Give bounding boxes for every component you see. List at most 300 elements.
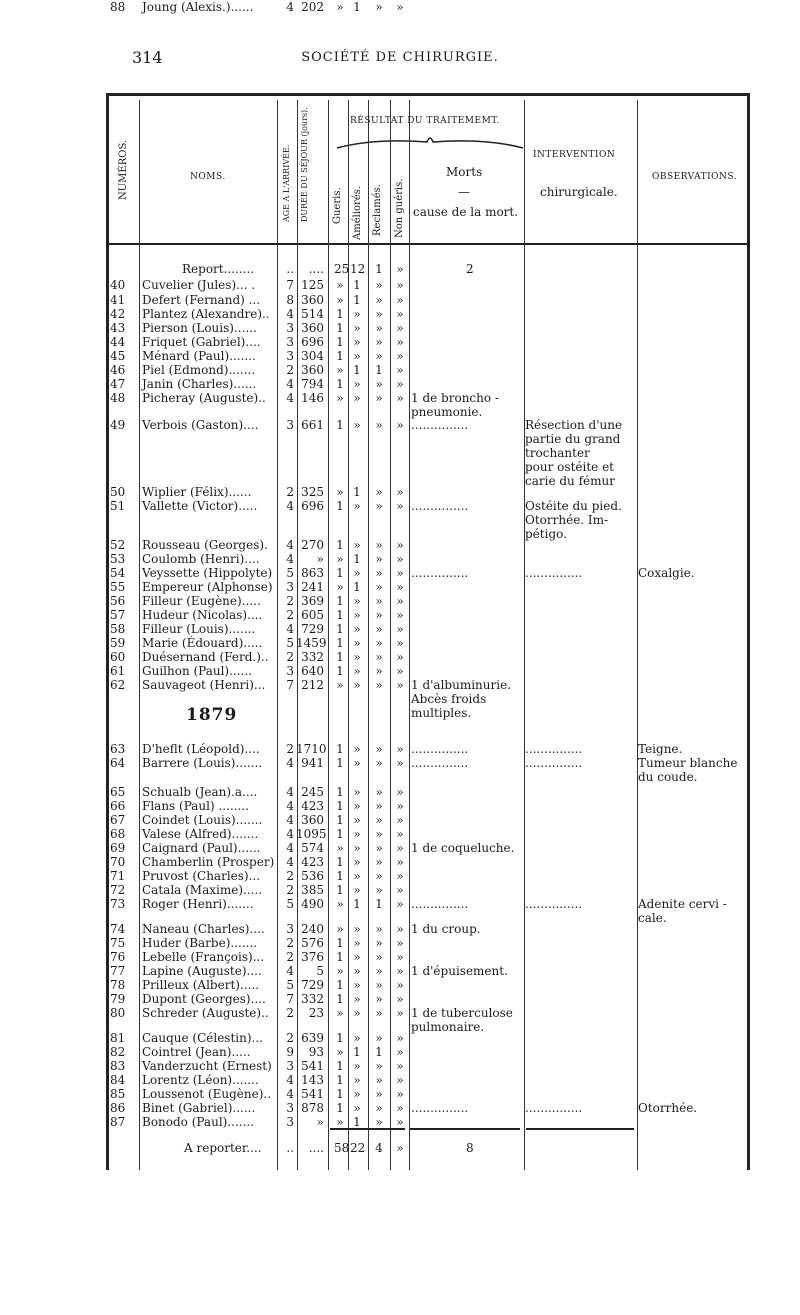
patient-name: Binet (Gabriel)...... (142, 1101, 256, 1115)
age: 7 (286, 992, 294, 1006)
row-number: 70 (110, 855, 126, 869)
non-gueris: » (396, 1073, 404, 1087)
table-row (106, 922, 750, 937)
reclames: » (375, 950, 383, 964)
intervention: carie du fémur (525, 474, 615, 488)
table-row (106, 756, 750, 784)
non-gueris: » (396, 377, 404, 391)
gueris: » (336, 964, 344, 978)
row-number: 65 (110, 785, 126, 799)
patient-name: Guilhon (Paul)...... (142, 664, 252, 678)
gueris: » (336, 922, 344, 936)
table-row (106, 1031, 750, 1046)
cause-of-death: ............... (411, 499, 469, 513)
non-gueris: » (396, 1006, 404, 1020)
row-number: 55 (110, 580, 126, 594)
intervention: pour ostéite et (525, 460, 614, 474)
duration: 376 (301, 950, 324, 964)
age: 4 (286, 622, 294, 636)
patient-name: D'heflt (Léopold).... (142, 742, 260, 756)
ameliores: 1 (353, 897, 361, 911)
reclames: » (375, 636, 383, 650)
footer-rule (330, 1128, 405, 1130)
table-row (106, 349, 750, 364)
age: 4 (286, 799, 294, 813)
non-gueris: » (396, 1087, 404, 1101)
table-row (106, 418, 750, 488)
table-row (106, 1045, 750, 1060)
duration: 385 (301, 883, 324, 897)
non-gueris: » (396, 538, 404, 552)
ameliores: » (353, 321, 361, 335)
non-gueris: » (396, 883, 404, 897)
ameliores: » (353, 678, 361, 692)
non-gueris: » (396, 756, 404, 770)
duration: 423 (301, 855, 324, 869)
row-number: 83 (110, 1059, 126, 1073)
age: 3 (286, 349, 294, 363)
age: 3 (286, 335, 294, 349)
row-number: 76 (110, 950, 126, 964)
header-numeros: NUMÉROS. (118, 139, 129, 200)
age: 3 (286, 1101, 294, 1115)
ameliores: » (353, 964, 361, 978)
age: 4 (286, 391, 294, 405)
gueris: 1 (336, 608, 344, 622)
reclames: » (375, 307, 383, 321)
reclames: » (375, 293, 383, 307)
age: 2 (286, 363, 294, 377)
row-number: 40 (110, 278, 126, 292)
ameliores: » (353, 1101, 361, 1115)
ameliores: » (353, 1059, 361, 1073)
patient-name: Bonodo (Paul)....... (142, 1115, 255, 1129)
reclames: » (375, 418, 383, 432)
table-row (106, 841, 750, 856)
reclames: » (375, 785, 383, 799)
row-number: 44 (110, 335, 126, 349)
gueris: » (336, 278, 344, 292)
gueris: 1 (336, 742, 344, 756)
non-gueris: » (396, 742, 404, 756)
duration: 423 (301, 799, 324, 813)
age: 2 (286, 883, 294, 897)
age: 3 (286, 1059, 294, 1073)
ameliores: 1 (353, 485, 361, 499)
duration: 360 (301, 293, 324, 307)
reclames: » (375, 349, 383, 363)
table-row (106, 799, 750, 814)
row-number: 46 (110, 363, 126, 377)
duration: 640 (301, 664, 324, 678)
gueris: 1 (336, 636, 344, 650)
report-label: Report........ (182, 262, 255, 276)
gueris: » (336, 391, 344, 405)
gueris: » (336, 1115, 344, 1129)
patient-name: Cuvelier (Jules)... . (142, 278, 256, 292)
duration: 541 (301, 1087, 324, 1101)
age: 9 (286, 1045, 294, 1059)
gueris: 1 (336, 785, 344, 799)
row-number: 88 (110, 0, 126, 14)
non-gueris: » (396, 678, 404, 692)
ameliores: » (353, 742, 361, 756)
non-gueris: » (396, 485, 404, 499)
footer-rule (410, 1128, 520, 1130)
table-row (106, 742, 750, 757)
intervention: Ostéite du pied. (525, 499, 622, 513)
ameliores: » (353, 1006, 361, 1020)
row-number: 85 (110, 1087, 126, 1101)
age: 2 (286, 742, 294, 756)
gueris: 1 (336, 622, 344, 636)
gueris: 1 (336, 538, 344, 552)
non-gueris: » (396, 566, 404, 580)
patient-name: Defert (Fernand) ... (142, 293, 261, 307)
observation: Otorrhée. (638, 1101, 698, 1115)
duration: 332 (301, 992, 324, 1006)
non-gueris: » (396, 1101, 404, 1115)
cause-of-death: pneumonie. (411, 405, 483, 419)
patient-name: Loussenot (Eugène).. (142, 1087, 272, 1101)
duration: 696 (301, 335, 324, 349)
duration: 23 (308, 1006, 324, 1020)
row-number: 51 (110, 499, 126, 513)
duration: 729 (301, 622, 324, 636)
gueris: » (336, 552, 344, 566)
reclames: » (375, 552, 383, 566)
row-number: 69 (110, 841, 126, 855)
duration: 202 (301, 0, 324, 14)
table-row (106, 335, 750, 350)
gueris: 1 (336, 349, 344, 363)
patient-name: Janin (Charles)...... (142, 377, 257, 391)
duration: 125 (301, 278, 324, 292)
age: 2 (286, 485, 294, 499)
ameliores: » (353, 756, 361, 770)
non-gueris: » (396, 499, 404, 513)
ameliores: » (353, 799, 361, 813)
table-row (106, 566, 750, 581)
reclames: » (375, 0, 383, 14)
duration: 574 (301, 841, 324, 855)
reclames: » (375, 580, 383, 594)
header-non-gueris: Non guéris. (394, 178, 405, 238)
table-row (106, 869, 750, 884)
table-row (106, 0, 750, 15)
patient-name: Prilleux (Albert)..... (142, 978, 260, 992)
row-number: 78 (110, 978, 126, 992)
header-intervention-sub: chirurgicale. (540, 185, 618, 199)
ameliores: » (353, 608, 361, 622)
reclames: » (375, 799, 383, 813)
header-morts: Morts (446, 165, 483, 179)
ameliores: » (353, 664, 361, 678)
age: 5 (286, 978, 294, 992)
patient-name: Pierson (Louis)...... (142, 321, 257, 335)
patient-name: Hudeur (Nicolas).... (142, 608, 263, 622)
cause-of-death: ............... (411, 742, 469, 756)
reclames: » (375, 538, 383, 552)
ameliores: » (353, 622, 361, 636)
duration: 304 (301, 349, 324, 363)
age: 4 (286, 785, 294, 799)
gueris: 1 (336, 756, 344, 770)
table-row (106, 1101, 750, 1116)
ameliores: » (353, 855, 361, 869)
non-gueris: » (396, 1059, 404, 1073)
table-row (106, 278, 750, 293)
reclames: » (375, 335, 383, 349)
row-number: 63 (110, 742, 126, 756)
footer-row (106, 1141, 750, 1156)
row-number: 48 (110, 391, 126, 405)
reclames: » (375, 1101, 383, 1115)
non-gueris: » (396, 869, 404, 883)
row-number: 84 (110, 1073, 126, 1087)
gueris: 1 (336, 855, 344, 869)
row-number: 49 (110, 418, 126, 432)
table-row (106, 307, 750, 322)
gueris: » (336, 678, 344, 692)
gueris: 1 (336, 1031, 344, 1045)
patient-name: Chamberlin (Prosper) (142, 855, 275, 869)
ameliores: 1 (353, 278, 361, 292)
non-gueris: » (396, 391, 404, 405)
footer-morts: 8 (466, 1141, 474, 1155)
gueris: 1 (336, 566, 344, 580)
table-row (106, 636, 750, 651)
duration: 93 (308, 1045, 324, 1059)
non-gueris: » (396, 936, 404, 950)
row-number: 62 (110, 678, 126, 692)
gueris: » (336, 580, 344, 594)
non-gueris: » (396, 841, 404, 855)
row-number: 56 (110, 594, 126, 608)
patient-name: Caignard (Paul)...... (142, 841, 261, 855)
reclames: » (375, 566, 383, 580)
header-rule (106, 243, 750, 245)
patient-name: Valese (Alfred)....... (142, 827, 259, 841)
age: 4 (286, 964, 294, 978)
reclames: » (375, 936, 383, 950)
row-number: 86 (110, 1101, 126, 1115)
age: 2 (286, 869, 294, 883)
non-gueris: » (396, 950, 404, 964)
reclames: » (375, 622, 383, 636)
reclames: » (375, 664, 383, 678)
cause-of-death: 1 de broncho - (411, 391, 499, 405)
duration: 245 (301, 785, 324, 799)
duration: 490 (301, 897, 324, 911)
gueris: 1 (336, 664, 344, 678)
ameliores: » (353, 538, 361, 552)
non-gueris: » (396, 1045, 404, 1059)
table-row (106, 580, 750, 595)
non-gueris: » (396, 897, 404, 911)
cause-of-death: 1 de coqueluche. (411, 841, 515, 855)
non-gueris: » (396, 785, 404, 799)
observation: cale. (638, 911, 667, 925)
table-row (106, 1087, 750, 1102)
gueris: 1 (336, 418, 344, 432)
ameliores: » (353, 349, 361, 363)
gueris: » (336, 1006, 344, 1020)
age: 4 (286, 855, 294, 869)
non-gueris: » (396, 293, 404, 307)
non-gueris: » (396, 0, 404, 14)
ameliores: » (353, 813, 361, 827)
gueris: 1 (336, 1073, 344, 1087)
duration: 1095 (296, 827, 327, 841)
duration: 639 (301, 1031, 324, 1045)
non-gueris: » (396, 799, 404, 813)
footer-gueris: 58 (334, 1141, 350, 1155)
report-dur: .... (308, 262, 324, 276)
cause-of-death: ............... (411, 566, 469, 580)
ameliores: » (353, 922, 361, 936)
row-number: 75 (110, 936, 126, 950)
duration: 143 (301, 1073, 324, 1087)
gueris: » (336, 1045, 344, 1059)
non-gueris: » (396, 964, 404, 978)
footer-rule (526, 1128, 634, 1130)
row-number: 74 (110, 922, 126, 936)
intervention: ............... (525, 566, 583, 580)
age: 4 (286, 552, 294, 566)
age: 4 (286, 827, 294, 841)
gueris: 1 (336, 499, 344, 513)
reclames: » (375, 1006, 383, 1020)
row-number: 47 (110, 377, 126, 391)
ameliores: » (353, 418, 361, 432)
ameliores: 1 (353, 0, 361, 14)
report-ameliores: 12 (350, 262, 366, 276)
patient-name: Sauvageot (Henri)... (142, 678, 266, 692)
non-gueris: » (396, 349, 404, 363)
duration: » (316, 552, 324, 566)
observation: Adenite cervi - (638, 897, 727, 911)
reclames: » (375, 978, 383, 992)
row-number: 71 (110, 869, 126, 883)
gueris: 1 (336, 1059, 344, 1073)
gueris: 1 (336, 936, 344, 950)
reclames: » (375, 742, 383, 756)
row-number: 60 (110, 650, 126, 664)
reclames: » (375, 992, 383, 1006)
age: 4 (286, 377, 294, 391)
gueris: » (336, 0, 344, 14)
patient-name: Lebelle (François)... (142, 950, 265, 964)
intervention: ............... (525, 742, 583, 756)
duration: 369 (301, 594, 324, 608)
reclames: » (375, 1073, 383, 1087)
reclames: » (375, 922, 383, 936)
patient-name: Filleur (Eugène)..... (142, 594, 261, 608)
reclames: » (375, 1031, 383, 1045)
non-gueris: » (396, 363, 404, 377)
age: 3 (286, 922, 294, 936)
reclames: » (375, 1059, 383, 1073)
ameliores: » (353, 936, 361, 950)
age: 4 (286, 538, 294, 552)
ameliores: » (353, 869, 361, 883)
patient-name: Plantez (Alexandre).. (142, 307, 270, 321)
reclames: » (375, 391, 383, 405)
gueris: 1 (336, 813, 344, 827)
reclames: » (375, 813, 383, 827)
footer-dur: .... (308, 1141, 324, 1155)
reclames: » (375, 594, 383, 608)
header-morts-dash: — (458, 185, 470, 199)
ameliores: » (353, 1073, 361, 1087)
gueris: » (336, 897, 344, 911)
non-gueris: » (396, 580, 404, 594)
duration: 241 (301, 580, 324, 594)
duration: 360 (301, 321, 324, 335)
ameliores: » (353, 785, 361, 799)
duration: 325 (301, 485, 324, 499)
age: 3 (286, 321, 294, 335)
duration: 863 (301, 566, 324, 580)
gueris: 1 (336, 1087, 344, 1101)
duration: 360 (301, 363, 324, 377)
observation: Teigne. (638, 742, 683, 756)
table-row (106, 1073, 750, 1088)
footer-label: A reporter.... (184, 1141, 262, 1155)
gueris: » (336, 485, 344, 499)
year-heading: 1879 (186, 705, 238, 725)
non-gueris: » (396, 978, 404, 992)
table-row (106, 964, 750, 979)
table-row (106, 936, 750, 951)
intervention: partie du grand (525, 432, 621, 446)
table-row (106, 485, 750, 500)
row-number: 54 (110, 566, 126, 580)
table-row (106, 622, 750, 637)
row-number: 58 (110, 622, 126, 636)
non-gueris: » (396, 1031, 404, 1045)
non-gueris: » (396, 608, 404, 622)
duration: 729 (301, 978, 324, 992)
brace-line (335, 132, 525, 150)
patient-name: Lorentz (Léon)....... (142, 1073, 259, 1087)
ameliores: 1 (353, 1115, 361, 1129)
duration: 360 (301, 813, 324, 827)
age: 5 (286, 897, 294, 911)
patient-name: Cointrel (Jean)..... (142, 1045, 251, 1059)
cause-of-death: ............... (411, 418, 469, 432)
gueris: » (336, 293, 344, 307)
cause-of-death: ............... (411, 756, 469, 770)
gueris: » (336, 363, 344, 377)
non-gueris: » (396, 855, 404, 869)
patient-name: Picheray (Auguste).. (142, 391, 266, 405)
patient-name: Coindet (Louis)....... (142, 813, 263, 827)
table-row (106, 538, 750, 553)
cause-of-death: 1 du croup. (411, 922, 481, 936)
row-number: 53 (110, 552, 126, 566)
patient-name: Duésernand (Ferd.).. (142, 650, 269, 664)
patient-name: Verbois (Gaston).... (142, 418, 259, 432)
non-gueris: » (396, 992, 404, 1006)
reclames: » (375, 883, 383, 897)
row-number: 61 (110, 664, 126, 678)
age: 2 (286, 650, 294, 664)
header-ameliores: Améliorés. (352, 185, 363, 240)
patient-name: Coulomb (Henri).... (142, 552, 260, 566)
observation: du coude. (638, 770, 698, 784)
